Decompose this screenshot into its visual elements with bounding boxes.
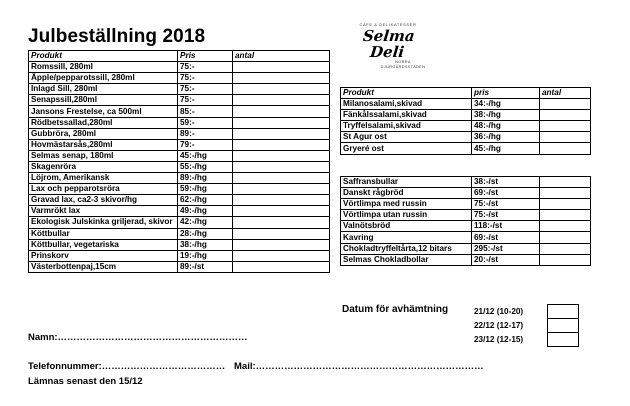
table-row	[29, 173, 330, 184]
quantity-cell[interactable]	[540, 199, 591, 210]
product-name: Vörtlimpa utan russin	[341, 210, 472, 221]
quantity-cell[interactable]	[540, 188, 591, 199]
pickup-checkbox[interactable]	[547, 319, 578, 333]
table-row	[29, 161, 330, 172]
name-field[interactable]: Namn:……………………………………………………	[28, 332, 248, 343]
product-name: Ekologisk Julskinka griljerad, skivor	[29, 217, 178, 228]
table-row	[29, 206, 330, 217]
product-price: 295:-/st	[472, 243, 540, 254]
product-name: Romssill, 280ml	[29, 62, 178, 73]
pickup-date: 21/12 (10-20)	[474, 306, 524, 316]
quantity-cell[interactable]	[233, 139, 330, 150]
quantity-cell[interactable]	[233, 206, 330, 217]
product-name: Selmas senap, 180ml	[29, 150, 178, 161]
quantity-cell[interactable]	[233, 217, 330, 228]
product-name: Äpple/pepparotssill, 280ml	[29, 73, 178, 84]
table-row	[29, 128, 330, 139]
product-price: 59:-/hg	[178, 184, 233, 195]
left-product-table	[28, 50, 330, 273]
table-row	[341, 199, 591, 210]
product-price: 118:-/st	[472, 221, 540, 232]
quantity-cell[interactable]	[233, 62, 330, 73]
table-row	[341, 143, 591, 154]
product-price: 62:-/hg	[178, 195, 233, 206]
product-name: Köttbullar	[29, 228, 178, 239]
header-quantity: antal	[233, 51, 330, 62]
product-name: Tryffelsalami,skivad	[341, 121, 472, 132]
product-price: 69:-/st	[472, 188, 540, 199]
quantity-cell[interactable]	[233, 84, 330, 95]
product-name: Lax och pepparotsröra	[29, 184, 178, 195]
header-product: Produkt	[341, 88, 472, 99]
quantity-cell[interactable]	[540, 177, 591, 188]
quantity-cell[interactable]	[233, 184, 330, 195]
table-row	[341, 243, 591, 254]
pickup-date: 23/12 (12-15)	[474, 334, 524, 344]
table-row	[29, 62, 330, 73]
pickup-row	[474, 319, 578, 333]
product-name: Hovmästarsås,280ml	[29, 139, 178, 150]
product-price: 89:-	[178, 128, 233, 139]
product-name: Fänkålssalami,skivad	[341, 110, 472, 121]
table-row	[29, 139, 330, 150]
table-row	[29, 84, 330, 95]
table-row	[341, 121, 591, 132]
product-name: St Agur ost	[341, 132, 472, 143]
table-row	[341, 221, 591, 232]
header-product: Produkt	[29, 51, 178, 62]
pickup-checkbox[interactable]	[547, 333, 578, 347]
product-price: 75:-	[178, 95, 233, 106]
table-row	[29, 106, 330, 117]
product-price: 42:-/hg	[178, 217, 233, 228]
product-price: 38:-/hg	[178, 239, 233, 250]
product-price: 45:-/hg	[472, 143, 540, 154]
product-name: Valnötsbröd	[341, 221, 472, 232]
selma-deli-logo	[348, 22, 428, 74]
table-row	[29, 250, 330, 261]
mail-field[interactable]: Mail:………………………………………………………………	[234, 361, 484, 372]
logo-brand: Selma Deli	[362, 27, 416, 61]
product-price: 55:-/hg	[178, 161, 233, 172]
table-row	[341, 110, 591, 121]
product-price: 89:-/hg	[178, 173, 233, 184]
product-price: 79:-	[178, 139, 233, 150]
table-row	[341, 210, 591, 221]
quantity-cell[interactable]	[233, 117, 330, 128]
product-price: 75:-/st	[472, 199, 540, 210]
table-header-row	[29, 51, 330, 62]
table-row	[29, 184, 330, 195]
pickup-checkbox[interactable]	[547, 305, 578, 319]
product-name: Milanosalami,skivad	[341, 99, 472, 110]
quantity-cell[interactable]	[540, 121, 591, 132]
product-price: 34:-/hg	[472, 99, 540, 110]
product-name: Gravad lax, ca2-3 skivor/hg	[29, 195, 178, 206]
product-name: Löjrom, Amerikansk	[29, 173, 178, 184]
quantity-cell[interactable]	[233, 173, 330, 184]
quantity-cell[interactable]	[233, 261, 330, 272]
pickup-row	[474, 333, 578, 347]
quantity-cell[interactable]	[540, 243, 591, 254]
product-name: Skagenröra	[29, 161, 178, 172]
product-price: 75:-	[178, 84, 233, 95]
product-name: Inlagd Sill, 280ml	[29, 84, 178, 95]
quantity-cell[interactable]	[233, 73, 330, 84]
pickup-row	[474, 305, 578, 319]
quantity-cell[interactable]	[540, 143, 591, 154]
quantity-cell[interactable]	[233, 95, 330, 106]
quantity-cell[interactable]	[540, 132, 591, 143]
logo-sub-text-1: NORRA	[395, 60, 411, 64]
quantity-cell[interactable]	[233, 228, 330, 239]
product-price: 20:-/st	[472, 254, 540, 265]
page-title: Julbeställning 2018	[28, 26, 206, 47]
table-row	[341, 232, 591, 243]
table-row	[29, 217, 330, 228]
quantity-cell[interactable]	[233, 239, 330, 250]
right-product-table-2	[340, 176, 591, 266]
table-row	[341, 99, 591, 110]
quantity-cell[interactable]	[233, 195, 330, 206]
table-header-row	[341, 88, 591, 99]
product-price: 45:-/hg	[178, 150, 233, 161]
table-row	[29, 239, 330, 250]
table-row	[29, 117, 330, 128]
product-price: 75:-	[178, 62, 233, 73]
table-row	[29, 150, 330, 161]
product-name: Senapssill,280ml	[29, 95, 178, 106]
header-price: Pris	[178, 51, 233, 62]
product-price: 36:-/hg	[472, 132, 540, 143]
table-row	[29, 73, 330, 84]
table-row	[341, 132, 591, 143]
quantity-cell[interactable]	[540, 110, 591, 121]
quantity-cell[interactable]	[233, 250, 330, 261]
quantity-cell[interactable]	[540, 221, 591, 232]
quantity-cell[interactable]	[233, 161, 330, 172]
product-price: 48:-/hg	[472, 121, 540, 132]
quantity-cell[interactable]	[540, 99, 591, 110]
product-name: Chokladtryffeltårta,12 bitars	[341, 243, 472, 254]
product-price: 85:-	[178, 106, 233, 117]
table-row	[29, 95, 330, 106]
pickup-date-table	[474, 304, 579, 347]
product-price: 75:-	[178, 73, 233, 84]
quantity-cell[interactable]	[233, 128, 330, 139]
table-row	[341, 188, 591, 199]
product-name: Gubbröra, 280ml	[29, 128, 178, 139]
header-price: pris	[472, 88, 540, 99]
header-quantity: antal	[540, 88, 591, 99]
product-price: 49:-/hg	[178, 206, 233, 217]
quantity-cell[interactable]	[233, 106, 330, 117]
product-name: Köttbullar, vegetariska	[29, 239, 178, 250]
phone-field[interactable]: Telefonnummer:…………………………………	[28, 361, 226, 372]
product-price: 28:-/hg	[178, 228, 233, 239]
quantity-cell[interactable]	[540, 210, 591, 221]
product-price: 59:-	[178, 117, 233, 128]
product-name: Rödbetssallad,280ml	[29, 117, 178, 128]
table-row	[29, 228, 330, 239]
product-price: 38:-/st	[472, 177, 540, 188]
product-price: 19:-/hg	[178, 250, 233, 261]
quantity-cell[interactable]	[540, 254, 591, 265]
right-product-table-1	[340, 87, 591, 155]
logo-sub-text-2: DJURGÅRDSSTADEN	[380, 65, 426, 69]
product-name: Vörtlimpa med russin	[341, 199, 472, 210]
logo-top-text: CAFE & DELIKATESSER	[359, 22, 417, 27]
product-name: Varmrökt lax	[29, 206, 178, 217]
deadline-text: Lämnas senast den 15/12	[28, 376, 143, 387]
product-name: Jansons Frestelse, ca 500ml	[29, 106, 178, 117]
product-price: 75:-/st	[472, 210, 540, 221]
quantity-cell[interactable]	[233, 150, 330, 161]
pickup-date: 22/12 (12-17)	[474, 320, 524, 330]
product-price: 89:-/st	[178, 261, 233, 272]
product-name: Gryeré ost	[341, 143, 472, 154]
table-row	[341, 254, 591, 265]
table-row	[341, 177, 591, 188]
table-row	[29, 195, 330, 206]
product-name: Saffransbullar	[341, 177, 472, 188]
product-name: Västerbottenpaj,15cm	[29, 261, 178, 272]
product-name: Selmas Chokladbollar	[341, 254, 472, 265]
table-row	[29, 261, 330, 272]
product-name: Kavring	[341, 232, 472, 243]
pickup-date-label: Datum för avhämtning	[342, 304, 449, 315]
product-name: Prinskorv	[29, 250, 178, 261]
quantity-cell[interactable]	[540, 232, 591, 243]
product-name: Danskt rågbröd	[341, 188, 472, 199]
product-price: 69:-/st	[472, 232, 540, 243]
product-price: 38:-/hg	[472, 110, 540, 121]
